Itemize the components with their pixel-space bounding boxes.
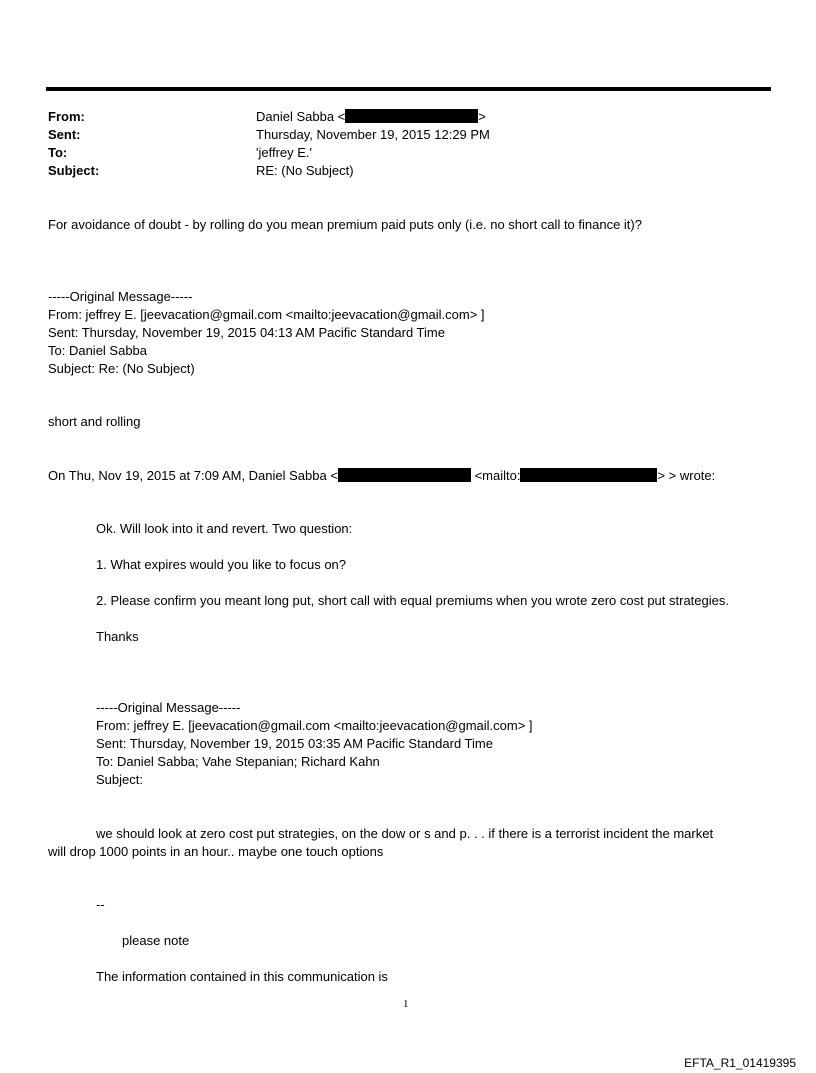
from-close: > xyxy=(478,109,486,124)
final-line-2: will drop 1000 points in an hour.. maybe one touch options xyxy=(48,844,384,859)
orig1-sent: Sent: Thursday, November 19, 2015 04:13 AM Pacific Standard Time xyxy=(48,325,445,340)
from-label: From: xyxy=(48,109,85,124)
quote-intro-part1: On Thu, Nov 19, 2015 at 7:09 AM, Daniel Sabba < xyxy=(48,468,338,483)
redaction-box xyxy=(520,468,657,482)
reply-text: For avoidance of doubt - by rolling do you mean premium paid puts only (i.e. no short call to finance it)? xyxy=(48,217,642,232)
quoted-line-1: Ok. Will look into it and revert. Two question: xyxy=(96,521,353,536)
orig2-subject: Subject: xyxy=(96,772,143,787)
subject-label: Subject: xyxy=(48,163,100,178)
orig2-from: From: jeffrey E. [jeevacation@gmail.com <mailto:jeevacation@gmail.com> ] xyxy=(96,718,533,733)
sent-label: Sent: xyxy=(48,127,81,142)
quoted-line-4: Thanks xyxy=(96,629,139,644)
orig2-divider: -----Original Message----- xyxy=(96,700,241,715)
orig1-to: To: Daniel Sabba xyxy=(48,343,148,358)
orig1-from: From: jeffrey E. [jeevacation@gmail.com <mailto:jeevacation@gmail.com> ] xyxy=(48,307,485,322)
quote-intro-part2: <mailto: xyxy=(474,468,521,483)
signature-dash: -- xyxy=(96,897,105,912)
page-number: 1 xyxy=(403,998,409,1010)
orig2-to: To: Daniel Sabba; Vahe Stepanian; Richard Kahn xyxy=(96,754,380,769)
sent-value: Thursday, November 19, 2015 12:29 PM xyxy=(256,127,490,142)
info-line: The information contained in this communication is xyxy=(96,969,388,984)
to-value: 'jeffrey E.' xyxy=(256,145,313,160)
orig1-divider: -----Original Message----- xyxy=(48,289,193,304)
from-name: Daniel Sabba < xyxy=(256,109,346,124)
quote-intro-part3: > > wrote: xyxy=(657,468,716,483)
please-note: please note xyxy=(122,933,190,948)
header-rule xyxy=(46,87,771,91)
redaction-box xyxy=(345,109,478,123)
orig2-sent: Sent: Thursday, November 19, 2015 03:35 AM Pacific Standard Time xyxy=(96,736,493,751)
redaction-box xyxy=(338,468,471,482)
from-value xyxy=(256,108,486,126)
document-id: EFTA_R1_01419395 xyxy=(684,1056,796,1070)
orig1-text: short and rolling xyxy=(48,414,141,429)
final-line-1: we should look at zero cost put strategies, on the dow or s and p. . . if there is a terrorist incident the market xyxy=(96,826,714,841)
quote-intro xyxy=(48,467,715,485)
subject-value: RE: (No Subject) xyxy=(256,163,354,178)
orig1-subject: Subject: Re: (No Subject) xyxy=(48,361,195,376)
quoted-line-2: 1. What expires would you like to focus on? xyxy=(96,557,347,572)
quoted-line-3: 2. Please confirm you meant long put, short call with equal premiums when you wrote zero cost put strategies. xyxy=(96,593,729,608)
to-label: To: xyxy=(48,145,68,160)
